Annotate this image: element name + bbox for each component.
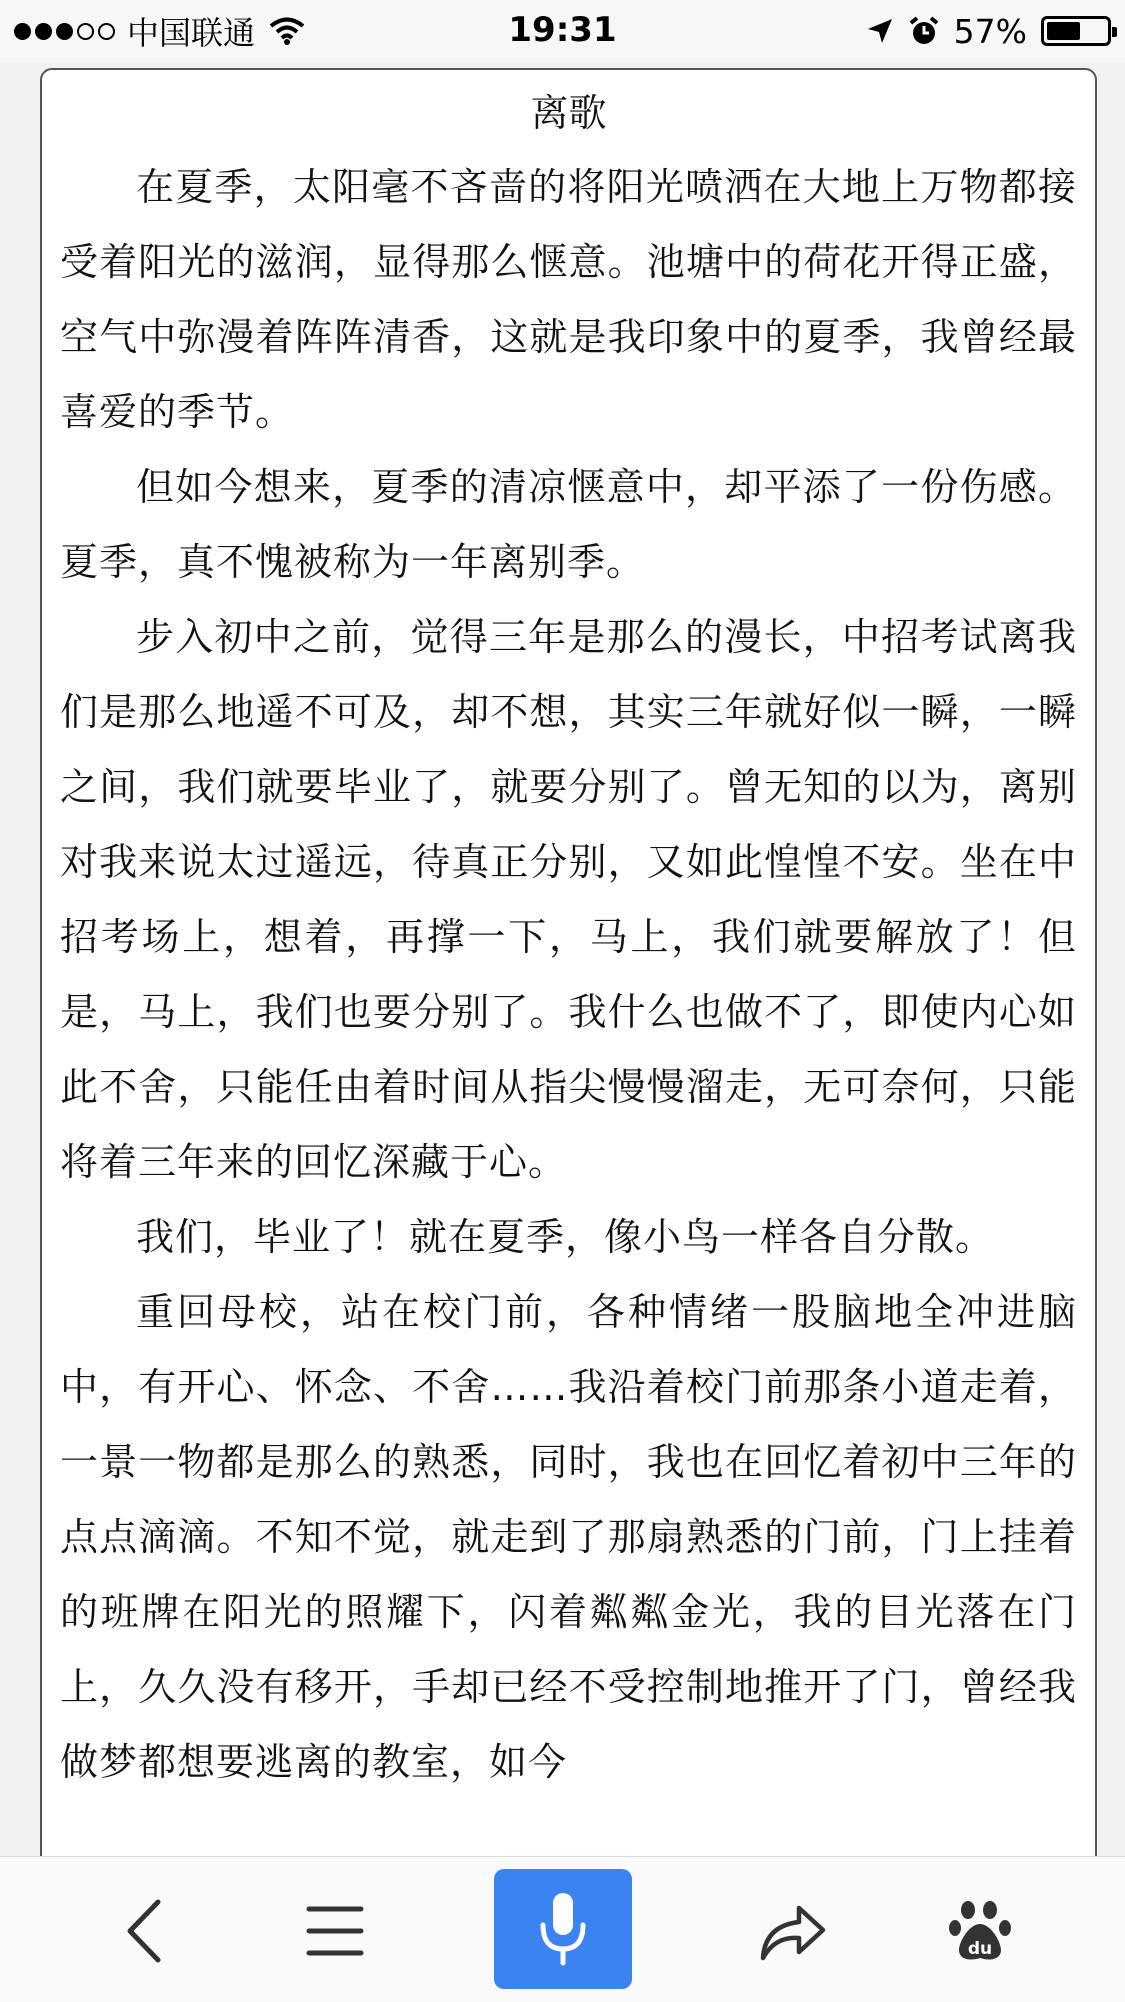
voice-search-button[interactable] [494,1869,632,1989]
status-time: 19:31 [508,10,617,50]
baidu-home-button[interactable] [935,1871,1025,1991]
article-paragraph: 我们，毕业了！就在夏季，像小鸟一样各自分散。 [136,1215,995,1259]
baidu-paw-icon [947,1898,1013,1964]
bottom-toolbar [0,1856,1125,2002]
menu-icon [305,1903,365,1959]
article-paragraph: 在夏季，太阳毫不吝啬的将阳光喷洒在大地上万物都接受着阳光的滋润，显得那么惬意。池塘中的荷花开得正盛，空气中弥漫着阵阵清香，这就是我印象中的夏季，我曾经最喜爱的季节。 [60,165,1077,434]
menu-button[interactable] [290,1871,380,1991]
article-paragraph: 但如今想来，夏季的清凉惬意中，却平添了一份伤感。夏季，真不愧被称为一年离别季。 [60,465,1077,584]
battery-icon [1041,16,1111,46]
article-title: 离歌 [530,91,607,135]
back-button[interactable] [100,1871,190,1991]
battery-fill [1047,22,1080,40]
microphone-icon [535,1889,591,1969]
svg-text:du: du [967,1939,993,1959]
battery-percent: 57% [953,11,1027,51]
alarm-clock-icon [908,15,940,47]
article-card [40,68,1097,1968]
chevron-left-icon [120,1896,170,1966]
share-button[interactable] [748,1871,838,1991]
article-paragraph: 步入初中之前，觉得三年是那么的漫长，中招考试离我们是那么地遥不可及，却不想，其实三年就好似一瞬，一瞬之间，我们就要毕业了，就要分别了。曾无知的以为，离别对我来说太过遥远，待真正分别，又如此惶惶不安。坐在中招考场上，想着，再撑一下，马上，我们就要解放了！但是，马上，我们也要分别了。我什么也做不了，即使内心如此不舍，只能任由着时间从指尖慢慢溜走，无可奈何，只能将着三年来的回忆深藏于心。 [60,615,1077,1184]
share-icon [757,1898,829,1964]
carrier-name: 中国联通 [127,14,256,52]
article-body [42,150,1095,1800]
location-arrow-icon [866,17,894,45]
article-paragraph: 重回母校，站在校门前，各种情绪一股脑地全冲进脑中，有开心、怀念、不舍……我沿着校门前那条小道走着，一景一物都是那么的熟悉，同时，我也在回忆着初中三年的点点滴滴。不知不觉，就走到了那扇熟悉的门前，门上挂着的班牌在阳光的照耀下，闪着粼粼金光，我的目光落在门上，久久没有移开，手却已经不受控制地推开了门，曾经我做梦都想要逃离的教室，如今 [60,1290,1077,1784]
status-right [866,10,1111,52]
status-bar [0,0,1125,62]
